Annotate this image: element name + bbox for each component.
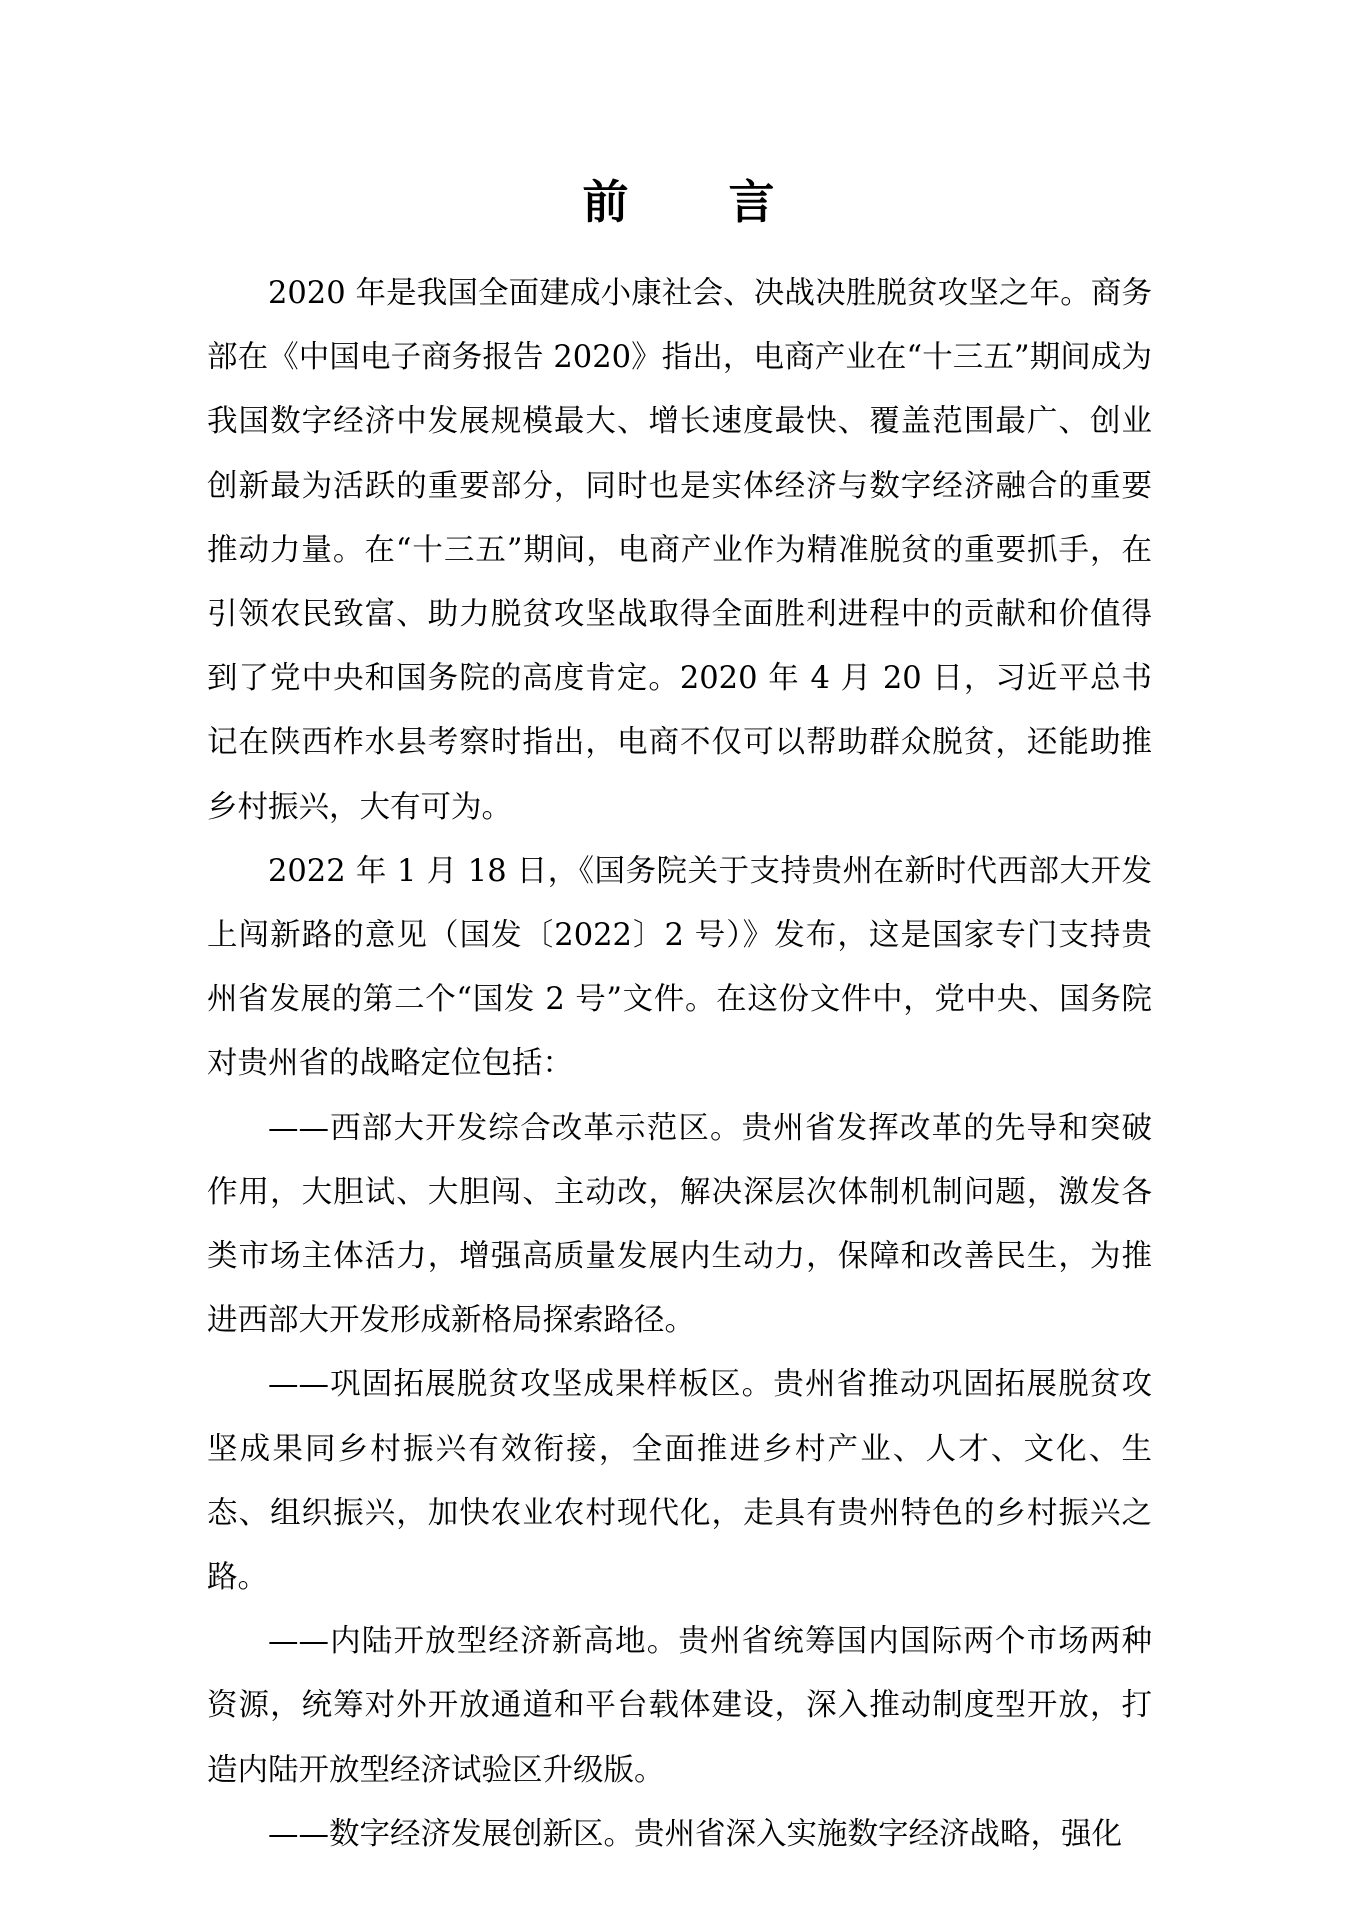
paragraph-positioning-poverty: ——巩固拓展脱贫攻坚成果样板区。贵州省推动巩固拓展脱贫攻坚成果同乡村振兴有效衔接，全面推进乡村产业、人才、文化、生态、组织振兴，加快农业农村现代化，走具有贵州特色的乡村振兴之路。	[207, 1367, 1152, 1596]
paragraph-positioning-open-economy: ——内陆开放型经济新高地。贵州省统筹国内国际两个市场两种资源，统筹对外开放通道和平台载体建设，深入推动制度型开放，打造内陆开放型经济试验区升级版。	[207, 1624, 1152, 1788]
paragraph-positioning-reform: ——西部大开发综合改革示范区。贵州省发挥改革的先导和突破作用，大胆试、大胆闯、主动改，解决深层次体制机制问题，激发各类市场主体活力，增强高质量发展内生动力，保障和改善民生，为推进西部大开发形成新格局探索路径。	[207, 1110, 1152, 1339]
paragraph-intro: 2020 年是我国全面建成小康社会、决战决胜脱贫攻坚之年。商务部在《中国电子商务报告 2020》指出，电商产业在“十三五”期间成为我国数字经济中发展规模最大、增长速度最快、覆盖范围最广、创业创新最为活跃的重要部分，同时也是实体经济与数字经济融合的重要推动力量。在“十三五”期间，电商产业作为精准脱贫的重要抓手，在引领农民致富、助力脱贫攻坚战取得全面胜利进程中的贡献和价值得到了党中央和国务院的高度肯定。2020 年 4 月 20 日，习近平总书记在陕西柞水县考察时指出，电商不仅可以帮助群众脱贫，还能助推乡村振兴，大有可为。	[207, 276, 1152, 825]
paragraph-positioning-digital: ——数字经济发展创新区。贵州省深入实施数字经济战略，强化	[268, 1816, 1122, 1852]
document-body	[207, 262, 1152, 1867]
page-title: 前 言	[582, 175, 817, 229]
paragraph-guofa: 2022 年 1 月 18 日，《国务院关于支持贵州在新时代西部大开发上闯新路的意见（国发〔2022〕2 号）》发布，这是国家专门支持贵州省发展的第二个“国发 2 号”文件。在这份文件中，党中央、国务院对贵州省的战略定位包括：	[207, 853, 1152, 1082]
